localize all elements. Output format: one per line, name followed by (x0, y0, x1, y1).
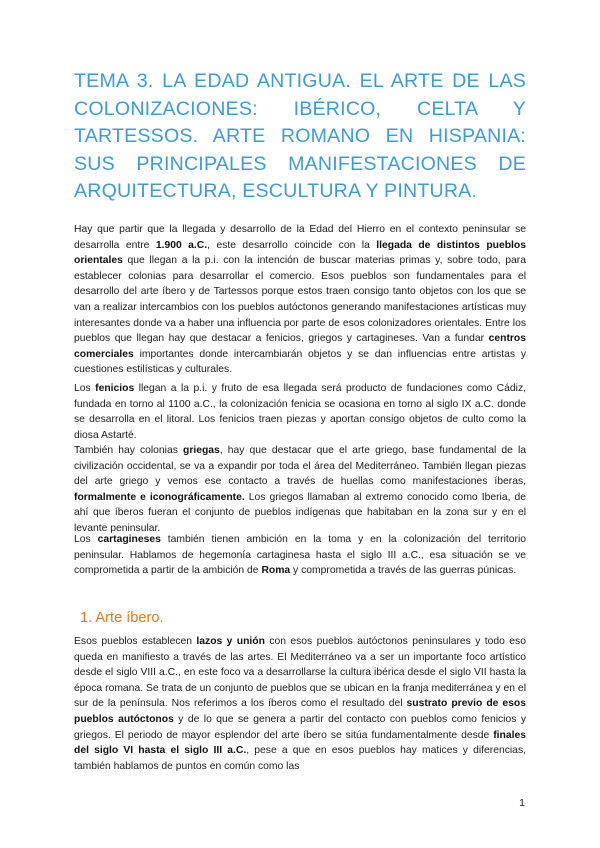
bold-term: Roma (261, 565, 291, 577)
bold-term: fenicios (95, 383, 135, 394)
bold-term: griegas (183, 445, 220, 456)
text-span: Los (74, 383, 96, 394)
text-span: Hay que partir que la llegada y desarrollo de la Edad del Hierro en el contexto peninsular se desarrolla entre (74, 224, 526, 251)
text-span: Los (74, 534, 98, 545)
section-heading: 1. Arte íbero. (80, 610, 164, 626)
text-span: También hay colonias (74, 445, 184, 456)
paragraph-arte-ibero (74, 634, 526, 774)
text-span: Los griegos llamaban al extremo conocido como Iberia, de ahí que íberos fueran el conjunto de pueblos indígenas que habitaban en la zona sur y en el levante peninsular. (74, 491, 527, 534)
text-span: y comprometida a través de las guerras púnicas. (290, 565, 517, 577)
bold-term: sustrato previo de esos pueblos autóctonos (74, 698, 526, 725)
bold-term: llegada de distintos pueblos orientales (74, 239, 526, 267)
text-span: llegan a la p.i. y fruto de esa llegada será producto de fundaciones como Cádiz, fundada en torno al 1100 a.C., la colonización fenicia se ocasiona en torno al siglo IX a.C. donde se desarrolla en el litoral. Los fenicios traen piezas y aportan consigo objetos de culto como la diosa Astarté. (74, 383, 526, 441)
paragraph-cartagineses (74, 532, 526, 579)
text-span: importantes donde intercambiarán objetos y se dan influencias entre artistas y cuestiones estilísticas y culturales. (74, 348, 526, 376)
text-span: con esos pueblos autóctonos peninsulares y todo eso queda en manifiesto a través de las artes. El Mediterráneo va a ser un importante foco artístico desde el siglo VIII a.C., en este foco va a desarrollarse la cultura ibérica desde el siglo VII hasta la época romana. Se trata de un conjunto de pueblos que se ubican en la franja mediterránea y en el sur de la península. Nos referimos a los íberos como el resultado del (74, 636, 526, 710)
text-span: , pese a que en esos pueblos hay matices y diferencias, también hablamos de puntos en común como las (74, 745, 526, 772)
bold-term: formalmente e iconográficamente. (74, 491, 245, 503)
page-number: 1 (519, 797, 525, 809)
bold-term: finales del siglo VI hasta el siglo III a.C. (74, 729, 526, 757)
text-span: que llegan a la p.i. con la intención de buscar materias primas y, sobre todo, para establecer colonias para desarrollar el comercio. Esos pueblos son fundamentales para el desarrollo del arte íbero y de Tartessos porque estos traen consigo tanto objetos con los que se van a realizar intercambios con los pueblos autóctonos generando manifestaciones artísticas muy interesantes donde va a haber una influencia por parte de esos colonizadores orientales. Entre los pueblos que llegan hay que destacar a fenicios, griegos y cartagineses. Van a fundar (74, 255, 526, 345)
paragraph-intro (74, 222, 526, 378)
bold-term: centros comerciales (74, 333, 526, 360)
text-span: Esos pueblos establecen (74, 636, 197, 647)
bold-term: cartagineses (97, 534, 161, 545)
document-title: TEMA 3. LA EDAD ANTIGUA. EL ARTE DE LAS COLONIZACIONES: IBÉRICO, CELTA Y TARTESSOS. ARTE ROMANO EN HISPANIA: SUS PRINCIPALES MANIFESTACIONES DE ARQUITECTURA, ESCULTURA Y PINTURA. (74, 70, 526, 203)
text-span: , este desarrollo coincide con la (207, 239, 377, 251)
bold-term: lazos y unión (196, 636, 265, 647)
paragraph-fenicios (74, 381, 526, 443)
text-span: también tienen ambición en la toma y en la colonización del territorio peninsular. Hablamos de hegemonía cartaginesa hasta el siglo III a.C., esa situación se ve comprometida a partir de la ambición de (74, 534, 526, 577)
text-span: , hay que destacar que el arte griego, base fundamental de la civilización occidental, se va a expandir por toda el área del Mediterráneo. También llegan piezas del arte griego y vemos ese contacto a través de huellas como manifestaciones íberas, (74, 445, 526, 488)
text-span: y de lo que se genera a partir del contacto con pueblos como fenicios y griegos. El periodo de mayor esplendor del arte íbero se sitúa fundamentalmente desde (74, 713, 527, 741)
bold-date: 1.900 a.C. (155, 239, 208, 251)
paragraph-griegos (74, 443, 526, 537)
